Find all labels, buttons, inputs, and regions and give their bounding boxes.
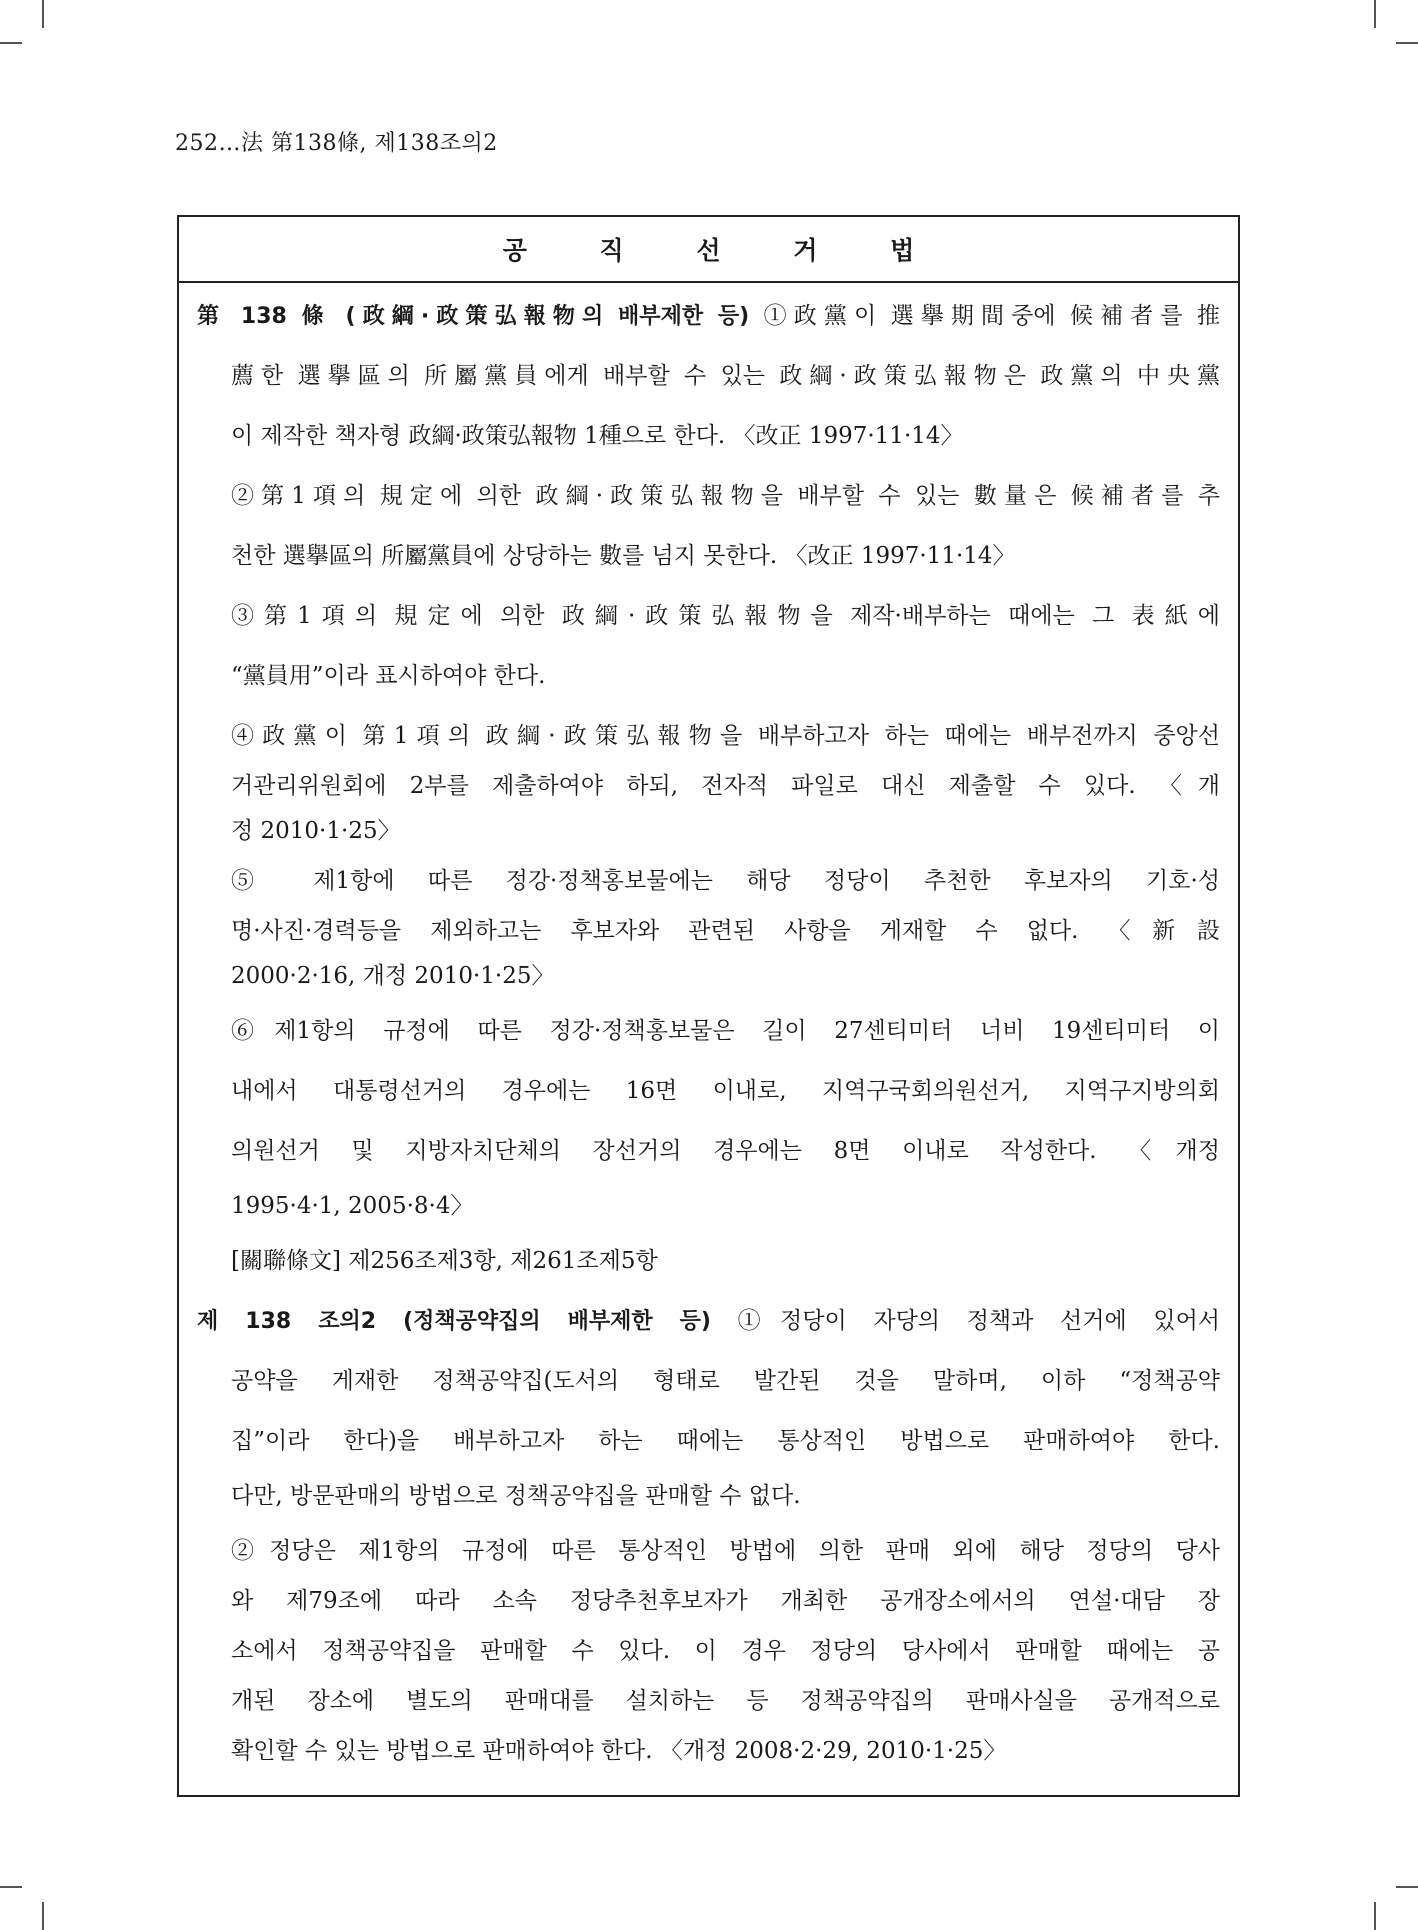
article-138-p1-line1: ①政黨이 選擧期間중에 候補者를 推 (763, 303, 1221, 329)
article-138-p1-line2: 薦한 選擧區의 所屬黨員에게 배부할 수 있는 政綱·政策弘報物은 政黨의 中央黨 (231, 363, 1220, 389)
crop-mark-bottom-right-v (1374, 1902, 1376, 1930)
article-138-2-line-1 (197, 1306, 1220, 1337)
article-138-2-p2-line2: 와 제79조에 따라 소속 정당추천후보자가 개최한 공개장소에서의 연설·대담 장 (231, 1588, 1220, 1614)
article-138-2-p1-line1: ①정당이 자당의 정책과 선거에 있어서 (737, 1308, 1221, 1334)
article-138-p6-line3: 의원선거 및 지방자치단체의 장선거의 경우에는 8면 이내로 작성한다. 〈개정 (231, 1138, 1220, 1164)
article-138-p6-line1: ⑥제1항의 규정에 따른 정강·정책홍보물은 길이 27센티미터 너비 19센티미터 이 (231, 1018, 1220, 1044)
crop-mark-top-left-h (0, 42, 22, 44)
article-138-p2-line2: 천한 選擧區의 所屬黨員에 상당하는 數를 넘지 못한다. 〈改正 1997·11·14〉 (231, 543, 1016, 569)
article-138-related: [關聯條文] 제256조제3항, 제261조제5항 (231, 1248, 658, 1274)
article-138-2-p2-line3: 소에서 정책공약집을 판매할 수 있다. 이 경우 정당의 당사에서 판매할 때에는 공 (231, 1638, 1220, 1664)
article-138-2-p2-line1: ②정당은 제1항의 규정에 따른 통상적인 방법에 의한 판매 외에 해당 정당의 당사 (231, 1538, 1220, 1564)
article-138-2-p2-line4: 개된 장소에 별도의 판매대를 설치하는 등 정책공약집의 판매사실을 공개적으로 (231, 1688, 1220, 1714)
article-138-p4-line2: 거관리위원회에 2부를 제출하여야 하되, 전자적 파일로 대신 제출할 수 있다. 〈개 (231, 773, 1220, 799)
article-138-p4-line3: 정 2010·1·25〉 (231, 818, 401, 844)
article-138-2-p1-line4: 다만, 방문판매의 방법으로 정책공약집을 판매할 수 없다. (231, 1483, 801, 1509)
crop-mark-top-right-v (1374, 0, 1376, 28)
crop-mark-top-left-v (42, 0, 44, 28)
article-138-p5-line2: 명·사진·경력등을 제외하고는 후보자와 관련된 사항을 게재할 수 없다. 〈新設 (231, 918, 1220, 944)
article-138-p2-line1: ②第1項의 規定에 의한 政綱·政策弘報物을 배부할 수 있는 數量은 候補者를 추 (231, 483, 1220, 509)
article-138-line-1 (197, 301, 1220, 332)
law-text-box (177, 215, 1240, 1797)
crop-mark-top-right-h (1396, 42, 1418, 44)
article-138-heading: 第 138 條 (政綱·政策弘報物의 배부제한 등) (197, 304, 750, 329)
article-138-p5-line3: 2000·2·16, 개정 2010·1·25〉 (231, 963, 555, 989)
crop-mark-bottom-right-h (1396, 1886, 1418, 1888)
box-title: 공 직 선 거 법 (179, 217, 1238, 283)
article-138-2-p1-line3: 집”이라 한다)을 배부하고자 하는 때에는 통상적인 방법으로 판매하여야 한다. (231, 1428, 1220, 1454)
article-138-p5-line1: ⑤ 제1항에 따른 정강·정책홍보물에는 해당 정당이 추천한 후보자의 기호·성 (231, 868, 1220, 894)
article-138-p3-line2: “黨員用”이라 표시하여야 한다. (231, 663, 546, 689)
article-138-p6-line2: 내에서 대통령선거의 경우에는 16면 이내로, 지역구국회의원선거, 지역구지방의회 (231, 1078, 1220, 1104)
article-138-p6-line4: 1995·4·1, 2005·8·4〉 (231, 1193, 474, 1219)
crop-mark-bottom-left-v (42, 1902, 44, 1930)
crop-mark-bottom-left-h (0, 1886, 22, 1888)
article-138-p4-line1: ④政黨이 第1項의 政綱·政策弘報物을 배부하고자 하는 때에는 배부전까지 중앙선 (231, 723, 1220, 749)
article-138-2-p1-line2: 공약을 게재한 정책공약집(도서의 형태로 발간된 것을 말하며, 이하 “정책공약 (231, 1368, 1220, 1394)
running-head: 252…法 第138條, 제138조의2 (175, 131, 498, 156)
article-138-2-p2-line5: 확인할 수 있는 방법으로 판매하여야 한다. 〈개정 2008·2·29, 2010·1·25〉 (231, 1738, 1007, 1764)
article-138-2-heading: 제 138 조의2 (정책공약집의 배부제한 등) (197, 1309, 711, 1334)
article-138-p3-line1: ③第1項의 規定에 의한 政綱·政策弘報物을 제작·배부하는 때에는 그 表紙에 (231, 603, 1220, 629)
article-138-p1-line3: 이 제작한 책자형 政綱·政策弘報物 1種으로 한다. 〈改正 1997·11·14〉 (231, 423, 964, 449)
